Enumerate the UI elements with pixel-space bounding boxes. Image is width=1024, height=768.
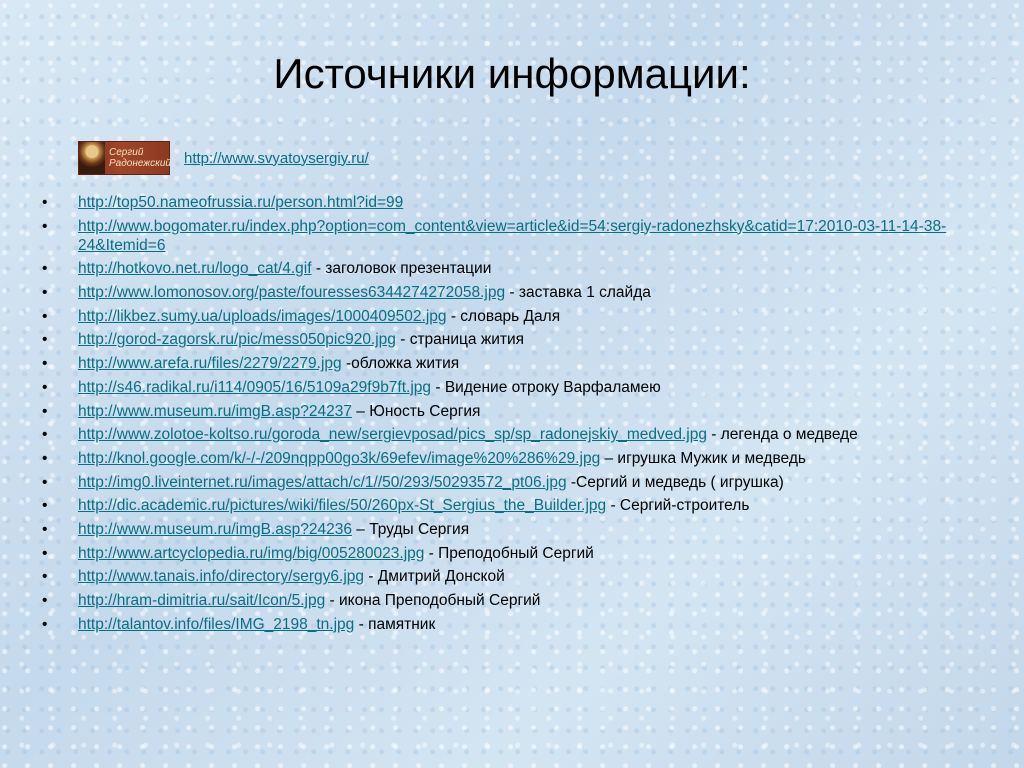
source-description: - словарь Даля bbox=[446, 307, 561, 325]
source-description: - Сергий-строитель bbox=[606, 497, 750, 515]
bullet-icon: • bbox=[42, 426, 48, 444]
source-item bbox=[42, 354, 1002, 373]
source-item bbox=[42, 402, 1002, 421]
source-link[interactable]: http://www.museum.ru/imgB.asp?24236 bbox=[78, 520, 352, 538]
source-description: - Видение отроку Варфаламею bbox=[431, 378, 661, 396]
source-link[interactable]: http://www.artcyclopedia.ru/img/big/005280023.jpg bbox=[78, 544, 425, 562]
source-item bbox=[42, 259, 1002, 278]
source-link[interactable]: http://hram-dimitria.ru/sait/Icon/5.jpg bbox=[78, 592, 326, 609]
source-link[interactable]: http://knol.google.com/k/-/-/209nqpp00go3k/69efev/image%20%286%29.jpg bbox=[78, 449, 601, 467]
source-item bbox=[42, 330, 1002, 349]
bullet-icon: • bbox=[42, 568, 48, 586]
source-item bbox=[42, 449, 1002, 468]
source-link[interactable]: http://hotkovo.net.ru/logo_cat/4.gif bbox=[78, 260, 312, 278]
bullet-icon: • bbox=[42, 402, 48, 420]
source-item bbox=[42, 520, 1002, 539]
bullet-icon: • bbox=[42, 592, 48, 609]
source-item bbox=[42, 473, 1002, 492]
bullet-icon: • bbox=[42, 194, 48, 211]
source-link[interactable]: http://www.arefa.ru/files/2279/2279.jpg bbox=[78, 355, 342, 373]
source-link[interactable]: http://top50.nameofrussia.ru/person.html?id=99 bbox=[78, 194, 404, 211]
source-item bbox=[42, 544, 1002, 563]
source-description: - памятник bbox=[354, 615, 436, 633]
bullet-icon: • bbox=[42, 449, 48, 467]
source-description: - Преподобный Сергий bbox=[424, 544, 594, 562]
bullet-icon: • bbox=[42, 520, 48, 538]
source-link[interactable]: http://www.bogomater.ru/index.php?option=com_content&view=article&id=54:sergiy-radonezhsky&catid=17:2010-03-11-14-38-24&Itemid=6 bbox=[78, 217, 947, 254]
source-description: - легенда о медведе bbox=[706, 426, 858, 444]
source-description: -Сергий и медведь ( игрушка) bbox=[566, 473, 784, 491]
source-description: - заголовок презентации bbox=[311, 260, 492, 278]
header-source-row bbox=[78, 140, 369, 176]
bullet-icon: • bbox=[42, 260, 48, 278]
source-link[interactable]: http://dic.academic.ru/pictures/wiki/files/50/260px-St_Sergius_the_Builder.jpg bbox=[78, 497, 607, 515]
bullet-icon: • bbox=[42, 497, 48, 515]
bullet-icon: • bbox=[42, 284, 48, 302]
source-link[interactable]: http://likbez.sumy.ua/uploads/images/1000409502.jpg bbox=[78, 307, 447, 325]
bullet-icon: • bbox=[42, 355, 48, 373]
source-link[interactable]: http://www.zolotoe-koltso.ru/goroda_new/sergievposad/pics_sp/sp_radonejskiy_medved.jpg bbox=[78, 426, 707, 444]
source-description: -обложка жития bbox=[341, 355, 460, 373]
slide-title: Источники информации: bbox=[273, 50, 751, 97]
source-link[interactable]: http://gorod-zagorsk.ru/pic/mess050pic920.jpg bbox=[78, 331, 396, 349]
sergiy-radonezhsky-logo bbox=[78, 141, 170, 175]
bullet-icon: • bbox=[42, 307, 48, 325]
source-description: - страница жития bbox=[395, 331, 525, 349]
logo-caption bbox=[105, 147, 171, 169]
source-item bbox=[42, 378, 1002, 397]
bullet-icon: • bbox=[42, 473, 48, 491]
source-item bbox=[42, 591, 1002, 610]
source-link[interactable]: http://talantov.info/files/IMG_2198_tn.jpg bbox=[78, 615, 355, 633]
source-item bbox=[42, 496, 1002, 515]
sources-list bbox=[42, 193, 1002, 638]
logo-caption-line2: Радонежский bbox=[109, 158, 171, 169]
source-description: - заставка 1 слайда bbox=[505, 284, 651, 302]
source-item bbox=[42, 425, 1002, 444]
bullet-icon: • bbox=[42, 544, 48, 562]
source-link[interactable]: http://img0.liveinternet.ru/images/attach/c/1//50/293/50293572_pt06.jpg bbox=[78, 473, 567, 491]
source-description: - Дмитрий Донской bbox=[364, 568, 505, 586]
source-link[interactable]: http://www.lomonosov.org/paste/fouresses6344274272058.jpg bbox=[78, 284, 506, 302]
source-description: – Труды Сергия bbox=[351, 520, 470, 538]
source-link[interactable]: http://www.tanais.info/directory/sergy6.jpg bbox=[78, 568, 365, 586]
logo-caption-line1: Сергий bbox=[109, 147, 144, 158]
source-item bbox=[42, 283, 1002, 302]
bullet-icon: • bbox=[42, 378, 48, 396]
bullet-icon: • bbox=[42, 217, 48, 235]
source-description: - икона Преподобный Сергий bbox=[325, 592, 541, 609]
header-source-link[interactable]: http://www.svyatoysergiy.ru/ bbox=[184, 149, 369, 167]
bullet-icon: • bbox=[42, 331, 48, 349]
source-link[interactable]: http://www.museum.ru/imgB.asp?24237 bbox=[78, 402, 352, 420]
source-item bbox=[42, 193, 1002, 212]
saint-portrait-icon bbox=[79, 142, 105, 174]
source-item bbox=[42, 307, 1002, 326]
source-description: – Юность Сергия bbox=[351, 402, 481, 420]
source-item bbox=[42, 615, 1002, 634]
source-item bbox=[42, 567, 1002, 586]
source-description: – игрушка Мужик и медведь bbox=[600, 449, 806, 467]
source-link[interactable]: http://s46.radikal.ru/i114/0905/16/5109a29f9b7ft.jpg bbox=[78, 378, 432, 396]
source-item bbox=[42, 217, 1002, 255]
bullet-icon: • bbox=[42, 615, 48, 633]
